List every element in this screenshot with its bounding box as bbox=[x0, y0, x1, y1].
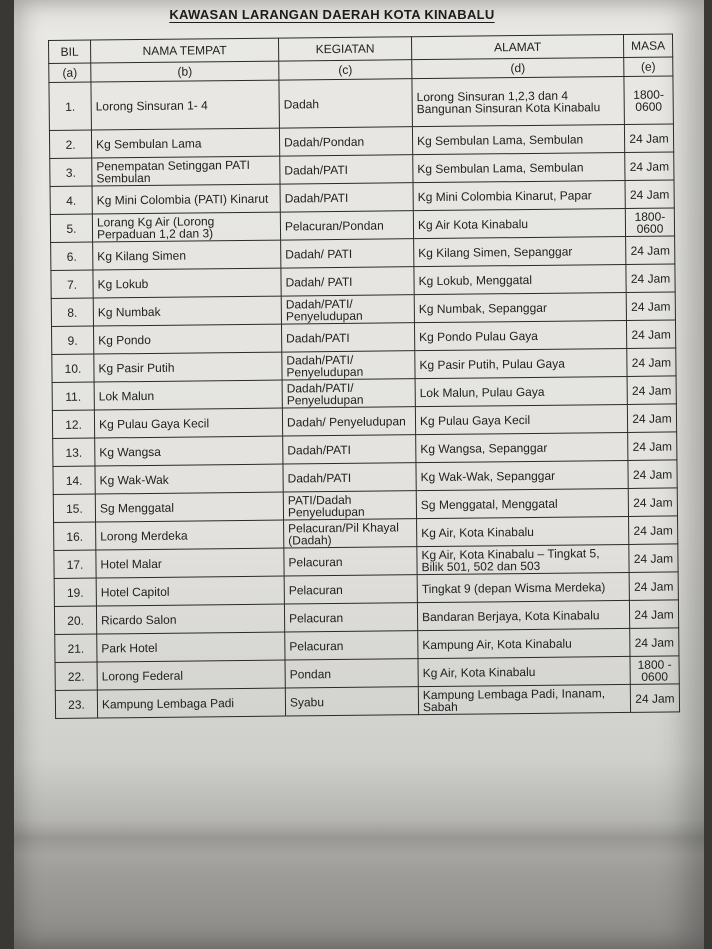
cell-bil: 11. bbox=[52, 382, 94, 410]
subheader-nama: (b) bbox=[91, 61, 279, 82]
prohibited-areas-table bbox=[48, 33, 680, 719]
cell-bil: 19. bbox=[54, 578, 96, 606]
cell-alamat: Kg Air Kota Kinabalu bbox=[413, 208, 625, 238]
subheader-masa: (e) bbox=[624, 57, 673, 77]
table-row bbox=[49, 76, 673, 131]
cell-bil: 8. bbox=[51, 298, 93, 326]
cell-bil: 23. bbox=[55, 690, 97, 718]
cell-kegiatan: Dadah bbox=[279, 79, 412, 128]
cell-masa: 24 Jam bbox=[629, 516, 678, 545]
cell-nama: Sg Menggatal bbox=[95, 492, 283, 522]
cell-masa: 24 Jam bbox=[626, 292, 675, 321]
subheader-alamat: (d) bbox=[412, 57, 624, 78]
cell-kegiatan: Dadah/PATI bbox=[280, 155, 413, 184]
cell-kegiatan: Dadah/PATI/ Penyeludupan bbox=[282, 351, 415, 380]
cell-alamat: Kg Sembulan Lama, Sembulan bbox=[412, 124, 624, 154]
cell-bil: 1. bbox=[49, 82, 92, 130]
cell-alamat: Bandaran Berjaya, Kota Kinabalu bbox=[417, 600, 629, 630]
cell-masa: 24 Jam bbox=[626, 236, 675, 265]
cell-kegiatan: Dadah/ Penyeludupan bbox=[282, 407, 415, 436]
cell-alamat: Kg Wangsa, Sepanggar bbox=[416, 432, 628, 462]
cell-nama: Kampung Lembaga Padi bbox=[97, 688, 285, 718]
cell-masa: 24 Jam bbox=[629, 572, 678, 601]
cell-alamat: Lok Malun, Pulau Gaya bbox=[415, 376, 627, 406]
cell-kegiatan: Dadah/PATI bbox=[283, 435, 416, 464]
cell-alamat: Kg Air, Kota Kinabalu bbox=[417, 516, 629, 546]
cell-alamat: Kg Air, Kota Kinabalu bbox=[418, 656, 630, 686]
cell-nama: Kg Pulau Gaya Kecil bbox=[94, 408, 282, 438]
cell-masa: 24 Jam bbox=[630, 684, 679, 713]
cell-kegiatan: Dadah/ PATI bbox=[281, 267, 414, 296]
cell-bil: 13. bbox=[53, 438, 95, 466]
cell-alamat: Lorong Sinsuran 1,2,3 dan 4 Bangunan Sinsuran Kota Kinabalu bbox=[412, 76, 624, 126]
cell-masa: 24 Jam bbox=[628, 460, 677, 489]
cell-alamat: Kampung Lembaga Padi, Inanam, Sabah bbox=[418, 684, 630, 714]
paper-fold-shadow bbox=[14, 820, 704, 856]
cell-nama: Kg Lokub bbox=[93, 268, 281, 298]
cell-masa: 24 Jam bbox=[629, 600, 678, 629]
cell-alamat: Tingkat 9 (depan Wisma Merdeka) bbox=[417, 572, 629, 602]
cell-masa: 1800-0600 bbox=[625, 208, 674, 237]
cell-alamat: Kg Wak-Wak, Sepanggar bbox=[416, 460, 628, 490]
cell-kegiatan: Pelacuran/Pondan bbox=[280, 211, 413, 240]
cell-kegiatan: Dadah/PATI bbox=[283, 463, 416, 492]
header-kegiatan: KEGIATAN bbox=[278, 37, 411, 61]
cell-nama: Kg Wak-Wak bbox=[95, 464, 283, 494]
cell-bil: 17. bbox=[54, 550, 96, 578]
cell-bil: 21. bbox=[55, 634, 97, 662]
cell-alamat: Kg Pondo Pulau Gaya bbox=[414, 320, 626, 350]
cell-kegiatan: PATI/Dadah Penyeludupan bbox=[283, 491, 416, 520]
cell-alamat: Kg Numbak, Sepanggar bbox=[414, 292, 626, 322]
cell-alamat: Kampung Air, Kota Kinabalu bbox=[418, 628, 630, 658]
header-nama-tempat: NAMA TEMPAT bbox=[91, 38, 279, 63]
cell-masa: 24 Jam bbox=[626, 264, 675, 293]
cell-nama: Ricardo Salon bbox=[96, 604, 284, 634]
cell-masa: 1800-0600 bbox=[624, 76, 673, 125]
cell-masa: 24 Jam bbox=[628, 432, 677, 461]
cell-masa: 24 Jam bbox=[624, 124, 673, 153]
cell-kegiatan: Pelacuran bbox=[284, 575, 417, 604]
cell-kegiatan: Pelacuran bbox=[284, 547, 417, 576]
table-row bbox=[55, 684, 679, 719]
cell-masa: 24 Jam bbox=[629, 544, 678, 573]
cell-nama: Lorong Federal bbox=[97, 660, 285, 690]
cell-masa: 24 Jam bbox=[625, 152, 674, 181]
cell-bil: 16. bbox=[54, 522, 96, 550]
cell-alamat: Kg Kilang Simen, Sepanggar bbox=[414, 236, 626, 266]
cell-alamat: Kg Air, Kota Kinabalu – Tingkat 5, Bilik 501, 502 dan 503 bbox=[417, 544, 629, 574]
cell-bil: 3. bbox=[50, 158, 92, 186]
cell-nama: Park Hotel bbox=[97, 632, 285, 662]
cell-alamat: Kg Lokub, Menggatal bbox=[414, 264, 626, 294]
cell-nama: Penempatan Setinggan PATI Sembulan bbox=[92, 156, 280, 186]
cell-bil: 22. bbox=[55, 662, 97, 690]
cell-nama: Kg Wangsa bbox=[95, 436, 283, 466]
cell-kegiatan: Pelacuran/Pil Khayal (Dadah) bbox=[284, 519, 417, 548]
document-title: KAWASAN LARANGAN DAERAH KOTA KINABALU bbox=[169, 7, 495, 22]
cell-kegiatan: Dadah/PATI bbox=[280, 183, 413, 212]
cell-bil: 7. bbox=[51, 270, 93, 298]
cell-masa: 24 Jam bbox=[627, 348, 676, 377]
cell-bil: 5. bbox=[50, 214, 92, 242]
cell-nama: Lok Malun bbox=[94, 380, 282, 410]
cell-kegiatan: Pondan bbox=[285, 659, 418, 688]
cell-nama: Kg Pondo bbox=[93, 324, 281, 354]
cell-masa: 1800 - 0600 bbox=[630, 656, 679, 685]
cell-nama: Kg Kilang Simen bbox=[93, 240, 281, 270]
cell-masa: 24 Jam bbox=[626, 320, 675, 349]
header-bil: BIL bbox=[49, 40, 91, 63]
cell-nama: Lorang Kg Air (Lorong Perpaduan 1,2 dan 3) bbox=[92, 212, 280, 242]
header-alamat: ALAMAT bbox=[411, 34, 623, 59]
cell-kegiatan: Dadah/PATI/ Penyeludupan bbox=[281, 295, 414, 324]
cell-masa: 24 Jam bbox=[628, 488, 677, 517]
cell-nama: Kg Mini Colombia (PATI) Kinarut bbox=[92, 184, 280, 214]
cell-kegiatan: Dadah/PATI bbox=[281, 323, 414, 352]
cell-alamat: Kg Sembulan Lama, Sembulan bbox=[413, 152, 625, 182]
cell-masa: 24 Jam bbox=[625, 180, 674, 209]
cell-bil: 6. bbox=[51, 242, 93, 270]
cell-nama: Kg Pasir Putih bbox=[94, 352, 282, 382]
cell-kegiatan: Pelacuran bbox=[285, 631, 418, 660]
cell-nama: Lorong Sinsuran 1- 4 bbox=[91, 80, 279, 130]
cell-masa: 24 Jam bbox=[630, 628, 679, 657]
cell-alamat: Kg Pasir Putih, Pulau Gaya bbox=[415, 348, 627, 378]
cell-nama: Kg Numbak bbox=[93, 296, 281, 326]
subheader-bil: (a) bbox=[49, 63, 91, 82]
cell-kegiatan: Dadah/PATI/ Penyeludupan bbox=[282, 379, 415, 408]
cell-bil: 12. bbox=[52, 410, 94, 438]
cell-nama: Lorong Merdeka bbox=[96, 520, 284, 550]
cell-bil: 14. bbox=[53, 466, 95, 494]
cell-bil: 2. bbox=[49, 130, 91, 158]
cell-bil: 9. bbox=[52, 326, 94, 354]
cell-kegiatan: Pelacuran bbox=[284, 603, 417, 632]
cell-alamat: Kg Pulau Gaya Kecil bbox=[415, 404, 627, 434]
cell-bil: 15. bbox=[53, 494, 95, 522]
cell-kegiatan: Syabu bbox=[285, 687, 418, 716]
cell-masa: 24 Jam bbox=[627, 404, 676, 433]
header-masa: MASA bbox=[623, 34, 672, 58]
cell-masa: 24 Jam bbox=[627, 376, 676, 405]
cell-nama: Kg Sembulan Lama bbox=[91, 128, 279, 158]
cell-nama: Hotel Capitol bbox=[96, 576, 284, 606]
cell-alamat: Sg Menggatal, Menggatal bbox=[416, 488, 628, 518]
cell-alamat: Kg Mini Colombia Kinarut, Papar bbox=[413, 180, 625, 210]
subheader-kegiatan: (c) bbox=[279, 60, 412, 80]
cell-bil: 4. bbox=[50, 186, 92, 214]
cell-bil: 10. bbox=[52, 354, 94, 382]
cell-kegiatan: Dadah/ PATI bbox=[281, 239, 414, 268]
cell-kegiatan: Dadah/Pondan bbox=[279, 127, 412, 156]
cell-nama: Hotel Malar bbox=[96, 548, 284, 578]
cell-bil: 20. bbox=[54, 606, 96, 634]
